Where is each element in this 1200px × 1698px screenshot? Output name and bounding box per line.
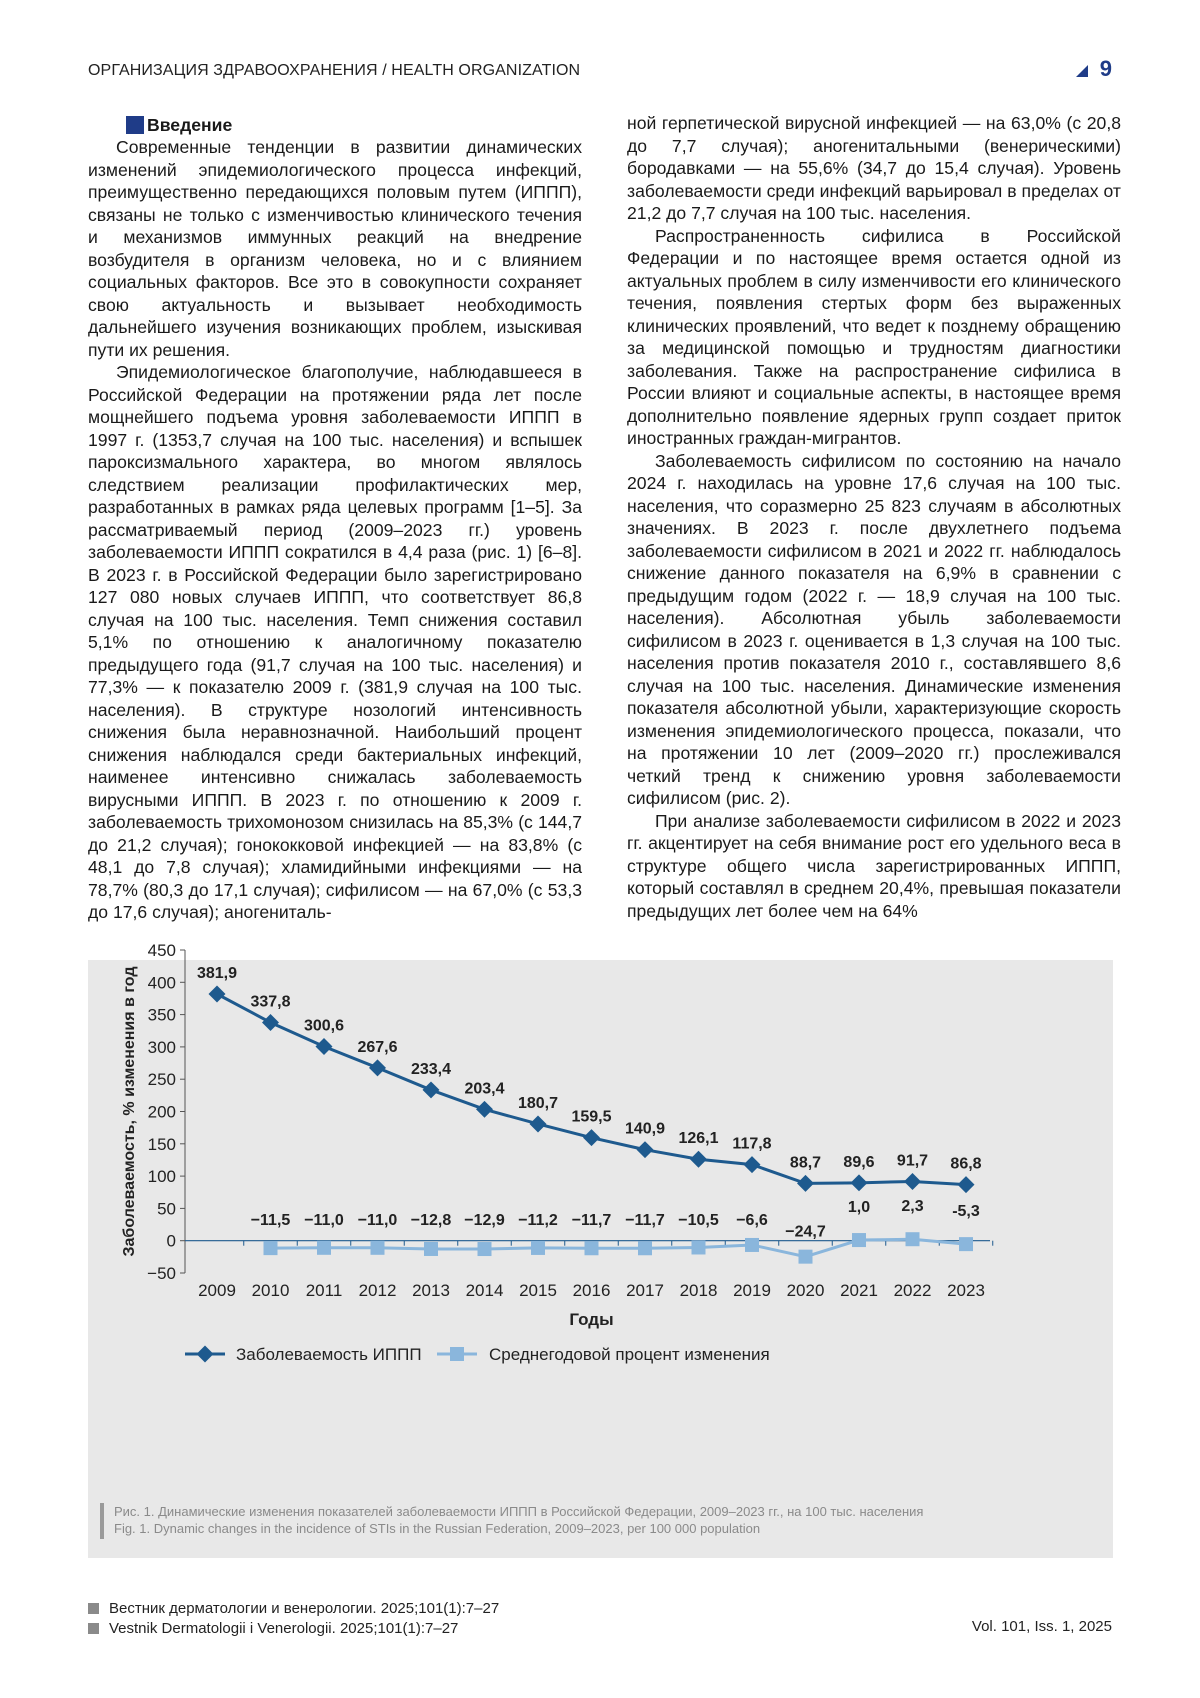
x-axis-title: Годы: [569, 1310, 614, 1329]
change-marker: [906, 1232, 920, 1246]
change-label: −11,0: [304, 1212, 344, 1229]
footer-journal-en: [88, 1618, 1112, 1638]
incidence-label: 89,6: [843, 1153, 875, 1171]
journal-en: Vestnik Dermatologii i Venerologii. 2025;101(1):7–27: [109, 1619, 459, 1637]
y-tick-label: 400: [147, 973, 176, 993]
legend-incidence-marker: [197, 1346, 214, 1363]
change-label: −11,0: [357, 1212, 398, 1229]
footer-volume: Vol. 101, Iss. 1, 2025: [971, 1618, 1112, 1635]
incidence-label: 159,5: [571, 1108, 612, 1126]
incidence-marker: [209, 986, 226, 1003]
incidence-marker: [744, 1156, 761, 1173]
change-label: −12,9: [464, 1212, 505, 1229]
change-marker: [424, 1242, 438, 1256]
change-marker: [264, 1241, 278, 1255]
y-tick-label: 350: [147, 1005, 176, 1025]
x-tick-label: 2011: [305, 1281, 343, 1300]
incidence-marker: [476, 1101, 493, 1118]
incidence-label: 126,1: [678, 1130, 719, 1148]
section-square-icon: [126, 116, 144, 134]
page-header: [88, 58, 1112, 84]
change-label: −12,8: [410, 1212, 452, 1229]
incidence-marker: [797, 1175, 814, 1192]
change-marker: [317, 1241, 331, 1255]
change-marker: [959, 1237, 973, 1251]
right-column: [627, 112, 1121, 922]
running-title: ОРГАНИЗАЦИЯ ЗДРАВООХРАНЕНИЯ / HEALTH ORGANIZATION: [88, 62, 581, 79]
paragraph: Распространенность сифилиса в Российской Федерации и по настоящее время остается одной из актуальных проблем в силу изменчивости его клинического течения, появления стертых форм без выраженных клинических проявлений, что ведет к позднему обращению за медицинской помощью и трудностям диагностики заболевания. Также на распространение сифилиса в России влияют и социальные аспекты, в настоящее время дополнительно появление ядерных групп создает приток иностранных граждан-мигрантов.: [627, 225, 1121, 448]
change-marker: [692, 1240, 706, 1254]
x-tick-label: 2023: [947, 1281, 985, 1300]
page-marker-icon: [1076, 65, 1088, 77]
incidence-label: 117,8: [732, 1135, 772, 1153]
x-tick-label: 2021: [840, 1281, 878, 1300]
x-tick-label: 2020: [786, 1281, 825, 1300]
incidence-label: 337,8: [250, 993, 291, 1011]
legend-change-marker: [450, 1347, 464, 1361]
y-tick-label: −50: [147, 1264, 176, 1283]
change-marker: [585, 1241, 599, 1255]
change-label: 2,3: [901, 1198, 924, 1216]
change-marker: [638, 1241, 652, 1255]
incidence-label: 203,4: [464, 1080, 505, 1098]
footer-square-icon: [88, 1603, 99, 1614]
figure-caption: [100, 1503, 1104, 1539]
paragraph: Заболеваемость сифилисом по состоянию на начало 2024 г. находилась на уровне 17,6 случая на 100 тыс. населения, что соразмерно 25 823 случаям в абсолютных значениях. В 2023 г. после двухлетнего подъема заболеваемости сифилисом в 2021 и 2022 гг. наблюдалось снижение данного показателя на 6,9% в сравнении с предыдущим годом (2022 г. — 18,9 случая на 100 тыс. населения). Абсолютная убыль заболеваемости сифилисом в 2023 г. оценивается в 1,3 случая на 100 тыс. населения против показателя 2010 г., составлявшего 8,6 случая на 100 тыс. населения. Динамические изменения показателя абсолютной убыли, характеризующие скорость изменения эпидемиологического процесса, показали, что на протяжении 10 лет (2009–2020 гг.) прослеживался четкий тренд к снижению уровня заболеваемости сифилисом (рис. 2).: [627, 450, 1121, 808]
incidence-marker: [583, 1129, 600, 1146]
y-tick-label: 250: [147, 1070, 176, 1090]
x-tick-label: 2014: [465, 1281, 504, 1300]
y-tick-label: 50: [157, 1199, 176, 1219]
change-label: −10,5: [678, 1212, 719, 1229]
incidence-label: 300,6: [303, 1017, 345, 1035]
footer-journal-ru: [88, 1598, 1112, 1618]
page-number: 9: [1099, 56, 1112, 81]
paragraph: Современные тенденции в развитии динамических изменений эпидемиологического процесса инфекций, преимущественно передающихся половым путем (ИППП), связаны не только с изменчивостью клинического течения и механизмов иммунных реакций на внедрение возбудителя в организм человека, но и с влиянием социальных факторов. Все это в совокупности сохраняет свою актуальность и вызывает необходимость дальнейшего изучения возникающих проблем, изыскивая пути их решения.: [88, 137, 582, 360]
incidence-label: 88,7: [789, 1154, 822, 1172]
x-tick-label: 2019: [733, 1281, 771, 1300]
change-label: −11,7: [625, 1212, 665, 1229]
caption-ru: Рис. 1. Динамические изменения показателей заболеваемости ИППП в Российской Федерации, 2009–2023 гг., на 100 тыс. населения: [114, 1504, 924, 1519]
section-heading: [88, 114, 582, 136]
paragraph: Эпидемиологическое благополучие, наблюдавшееся в Российской Федерации на протяжении ряда лет после мощнейшего подъема уровня заболеваемости ИППП в 1997 г. (1353,7 случая на 100 тыс. населения) и вспышек пароксизмального характера, во многом являлось следствием реализации профилактических мер, разработанных в рамках ряда целевых программ [1–5]. За рассматриваемый период (2009–2023 гг.) уровень заболеваемости ИППП сократился в 4,4 раза (рис. 1) [6–8]. В 2023 г. в Российской Федерации было зарегистрировано 127 080 новых случаев ИППП, что соответствует 86,8 случая на 100 тыс. населения. Темп снижения составил 5,1% по отношению к аналогичному показателю предыдущего года (91,7 случая на 100 тыс. населения) и 77,3% — к показателю 2009 г. (381,9 случая на 100 тыс. населения). В структуре нозологий интенсивность снижения была неравнозначной. Наибольший процент снижения наблюдался среди бактериальных инфекций, наименее интенсивно снижалась заболеваемость вирусными ИППП. В 2023 г. по отношению к 2009 г. заболеваемость трихомонозом снизилась на 85,3% (с 144,7 до 21,2 случая); гонококковой инфекцией — на 83,8% (с 48,1 до 7,8 случая); хламидийными инфекциями — на 78,7% (80,3 до 17,1 случая); сифилисом — на 67,0% (с 53,3 до 17,6 случая); аногениталь-: [88, 362, 582, 922]
figure-1: [88, 941, 1113, 1558]
incidence-marker: [690, 1151, 707, 1168]
y-tick-label: 300: [147, 1037, 176, 1057]
legend-incidence-label: Заболеваемость ИППП: [236, 1345, 422, 1364]
incidence-marker: [851, 1174, 868, 1191]
x-tick-label: 2012: [358, 1281, 397, 1300]
change-label: -5,3: [952, 1203, 980, 1221]
y-tick-label: 200: [147, 1102, 176, 1122]
x-tick-label: 2018: [679, 1281, 718, 1300]
x-tick-label: 2022: [893, 1281, 932, 1300]
incidence-label: 86,8: [950, 1155, 982, 1173]
page-footer: [88, 1598, 1112, 1638]
incidence-label: 180,7: [517, 1094, 559, 1112]
incidence-label: 140,9: [624, 1120, 666, 1138]
x-tick-label: 2009: [198, 1281, 236, 1300]
incidence-marker: [958, 1176, 975, 1193]
incidence-marker: [316, 1038, 333, 1055]
incidence-chart: [88, 941, 1113, 1500]
change-marker: [478, 1242, 492, 1256]
incidence-marker: [904, 1173, 921, 1190]
incidence-marker: [423, 1081, 440, 1098]
change-label: −11,2: [518, 1212, 558, 1229]
x-tick-label: 2016: [572, 1281, 611, 1300]
caption-en: Fig. 1. Dynamic changes in the incidence of STIs in the Russian Federation, 2009–2023, per 100 000 population: [114, 1521, 761, 1536]
incidence-label: 91,7: [896, 1152, 929, 1170]
change-label: −6,6: [736, 1212, 768, 1229]
incidence-marker: [530, 1115, 547, 1132]
paragraph-continuation: ной герпетической вирусной инфекцией — на 63,0% (с 20,8 до 7,7 случая); аногенитальными (венерическими) бородавками — на 55,6% (34,7 до 15,4 случая). Уровень заболеваемости среди инфекций варьировал в пределах от 21,2 до 7,7 случая на 100 тыс. населения.: [627, 113, 1121, 223]
change-label: −11,7: [571, 1212, 612, 1229]
incidence-marker: [369, 1059, 386, 1076]
y-axis-title: Заболеваемость, % изменения в год: [121, 966, 138, 1257]
y-tick-label: 450: [147, 941, 176, 960]
change-label: 1,0: [847, 1199, 871, 1217]
incidence-marker: [637, 1141, 654, 1158]
incidence-label: 233,4: [410, 1060, 452, 1078]
left-column: [88, 114, 582, 924]
incidence-marker: [262, 1014, 279, 1031]
change-marker: [371, 1241, 385, 1255]
y-tick-label: 150: [147, 1134, 176, 1154]
journal-ru: Вестник дерматологии и венерологии. 2025;101(1):7–27: [109, 1599, 500, 1617]
incidence-label: 381,9: [196, 964, 238, 982]
incidence-label: 267,6: [357, 1038, 398, 1056]
change-marker: [799, 1250, 813, 1264]
change-marker: [852, 1233, 866, 1247]
section-title: Введение: [147, 114, 233, 135]
x-tick-label: 2017: [626, 1281, 664, 1300]
change-marker: [745, 1238, 759, 1252]
change-marker: [531, 1241, 545, 1255]
x-tick-label: 2010: [251, 1281, 290, 1300]
y-tick-label: 0: [166, 1231, 176, 1251]
footer-square-icon: [88, 1623, 99, 1634]
change-label: −11,5: [250, 1212, 291, 1229]
x-tick-label: 2015: [519, 1281, 557, 1300]
legend-change-label: Среднегодовой процент изменения: [489, 1345, 770, 1364]
change-label: −24,7: [785, 1223, 826, 1241]
paragraph: При анализе заболеваемости сифилисом в 2022 и 2023 гг. акцентирует на себя внимание рост его удельного веса в структуре общего числа зарегистрированных ИППП, который составлял в среднем 20,4%, превышая показатели предыдущих лет более чем на 64%: [627, 810, 1121, 921]
x-tick-label: 2013: [412, 1281, 450, 1300]
y-tick-label: 100: [147, 1167, 176, 1187]
